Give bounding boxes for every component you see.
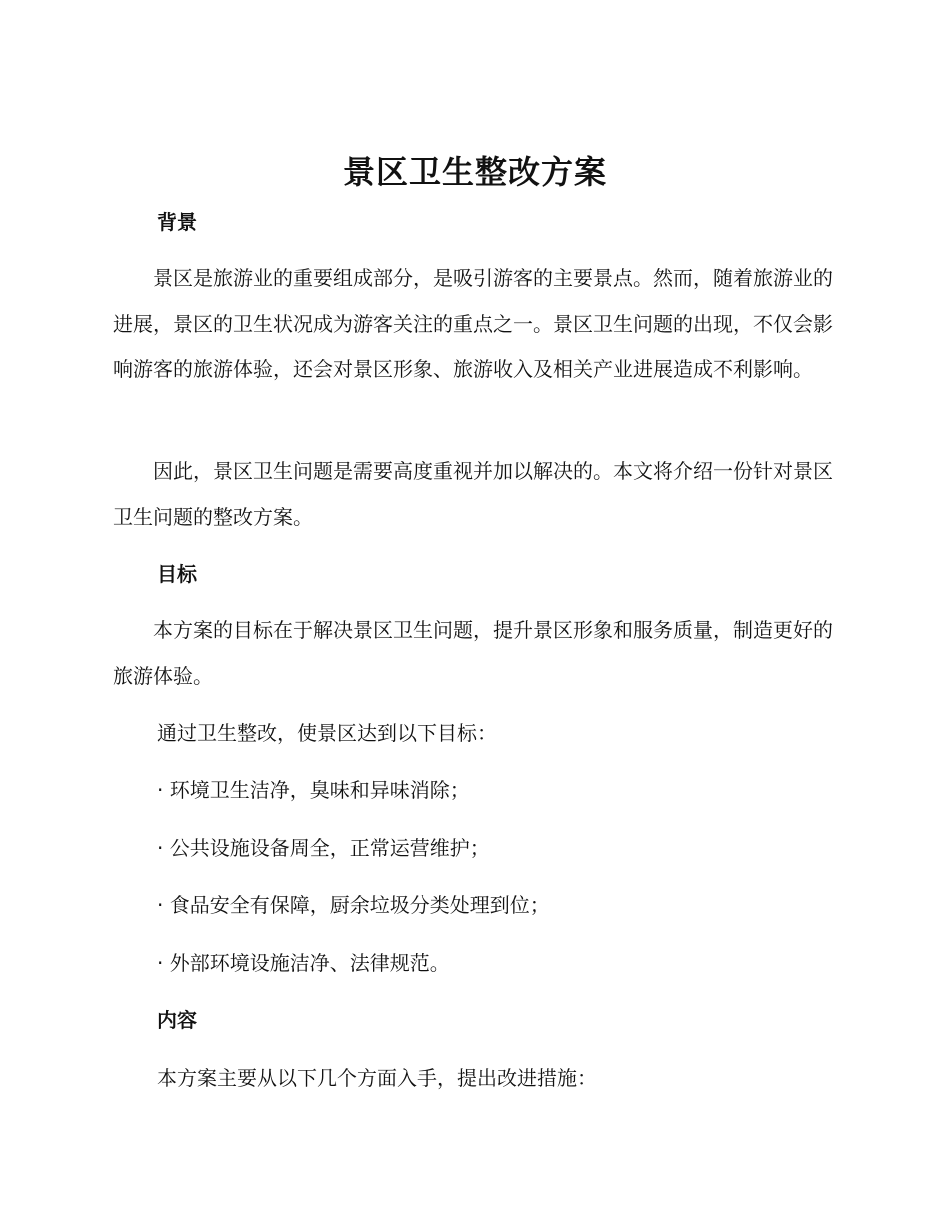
goal-item: · 外部环境设施洁净、法律规范。 — [157, 951, 450, 975]
goal-item: · 环境卫生洁净，臭味和异味消除； — [157, 778, 470, 802]
goals-paragraph: 本方案的目标在于解决景区卫生问题，提升景区形象和服务质量，制造更好的旅游体验。 — [113, 618, 833, 688]
section-heading-background: 背景 — [157, 210, 197, 234]
background-paragraph-2: 因此，景区卫生问题是需要高度重视并加以解决的。本文将介绍一份针对景区卫生问题的整改方案。 — [113, 459, 833, 529]
document-title: 景区卫生整改方案 — [342, 153, 607, 191]
goal-item: · 食品安全有保障，厨余垃圾分类处理到位； — [157, 893, 550, 917]
goals-intro: 通过卫生整改，使景区达到以下目标： — [157, 721, 497, 745]
content-intro: 本方案主要从以下几个方面入手，提出改进措施： — [157, 1066, 597, 1090]
background-paragraph-1: 景区是旅游业的重要组成部分，是吸引游客的主要景点。然而，随着旅游业的进展，景区的卫生状况成为游客关注的重点之一。景区卫生问题的出现，不仅会影响游客的旅游体验，还会对景区形象、旅游收入及相关产业进展造成不利影响。 — [113, 266, 833, 381]
section-heading-goals: 目标 — [157, 562, 197, 586]
section-heading-content: 内容 — [157, 1008, 197, 1032]
goal-item: · 公共设施设备周全，正常运营维护； — [157, 836, 490, 860]
